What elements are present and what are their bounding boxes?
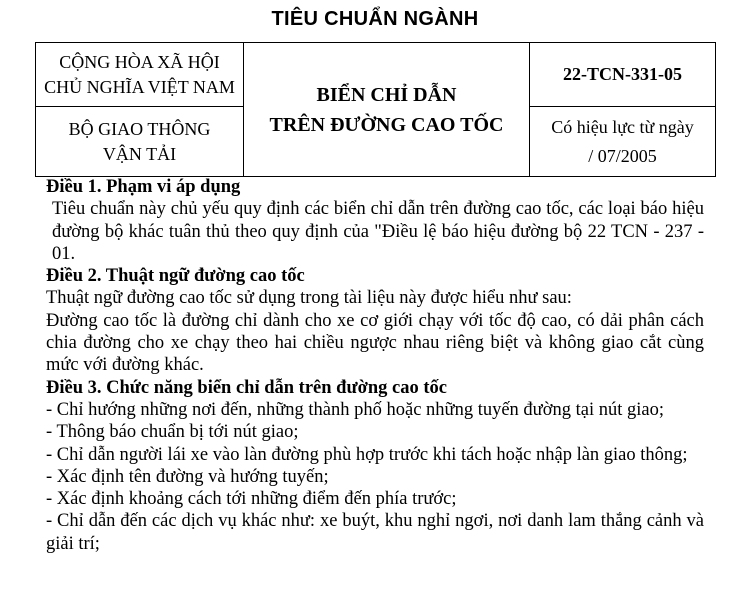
section-paragraph: Thuật ngữ đường cao tốc sử dụng trong tài liệu này được hiểu như sau:: [46, 288, 572, 309]
list-item: - Thông báo chuẩn bị tới nút giao;: [46, 422, 299, 443]
standard-code: 22-TCN-331-05: [563, 64, 682, 84]
section-paragraph: Đường cao tốc là đường chỉ dành cho xe cơ giới chạy với tốc độ cao, có dải phân cách chia đường cho xe chạy theo hai chiều ngược nhau riêng biệt và không giao cắt cùng mức với đường khác.: [46, 310, 704, 376]
section-heading: Điều 1. Phạm vi áp dụng: [46, 177, 241, 197]
section-heading: Điều 3. Chức năng biển chỉ dẫn trên đường cao tốc: [46, 377, 447, 398]
effective-date: / 07/2005: [588, 145, 657, 166]
ministry-line-2: VẬN TẢI: [102, 143, 177, 164]
country-line-1: CỘNG HÒA XÃ HỘI: [59, 51, 220, 72]
section-3: [46, 377, 704, 555]
section-1: [46, 176, 704, 265]
list-item: - Xác định khoảng cách tới những điểm đến phía trước;: [46, 489, 457, 510]
section-heading: Điều 2. Thuật ngữ đường cao tốc: [46, 266, 305, 287]
section-2: [46, 265, 704, 376]
issuing-country-cell: [36, 43, 244, 107]
document-type-title: TIÊU CHUẨN NGÀNH: [271, 8, 479, 30]
document-body: [46, 176, 704, 555]
document-title-cell: [244, 43, 530, 177]
effective-label: Có hiệu lực từ ngày: [551, 116, 694, 137]
effective-date-cell: [530, 107, 716, 177]
standard-code-cell: [530, 43, 716, 107]
document-header-table: [35, 42, 716, 177]
issuing-ministry-cell: [36, 107, 244, 177]
list-item: - Chỉ dẫn đến các dịch vụ khác như: xe buýt, khu nghỉ ngơi, nơi danh lam thắng cảnh và giải trí;: [46, 511, 704, 554]
document-title-line-1: BIỂN CHỈ DẪN: [316, 83, 457, 106]
country-line-2: CHỦ NGHĨA VIỆT NAM: [44, 76, 235, 97]
list-item: - Chỉ hướng những nơi đến, những thành phố hoặc những tuyến đường tại nút giao;: [46, 399, 664, 420]
list-item: - Chỉ dẫn người lái xe vào làn đường phù hợp trước khi tách hoặc nhập làn giao thông;: [46, 444, 688, 465]
section-paragraph: Tiêu chuẩn này chủ yếu quy định các biển chỉ dẫn trên đường cao tốc, các loại báo hiệu đường bộ khác tuân thủ theo quy định của "Điều lệ báo hiệu đường bộ 22 TCN - 237 - 01.: [52, 199, 704, 264]
list-item: - Xác định tên đường và hướng tuyến;: [46, 466, 329, 487]
ministry-line-1: BỘ GIAO THÔNG: [68, 118, 211, 139]
document-title-line-2: TRÊN ĐƯỜNG CAO TỐC: [269, 113, 504, 136]
